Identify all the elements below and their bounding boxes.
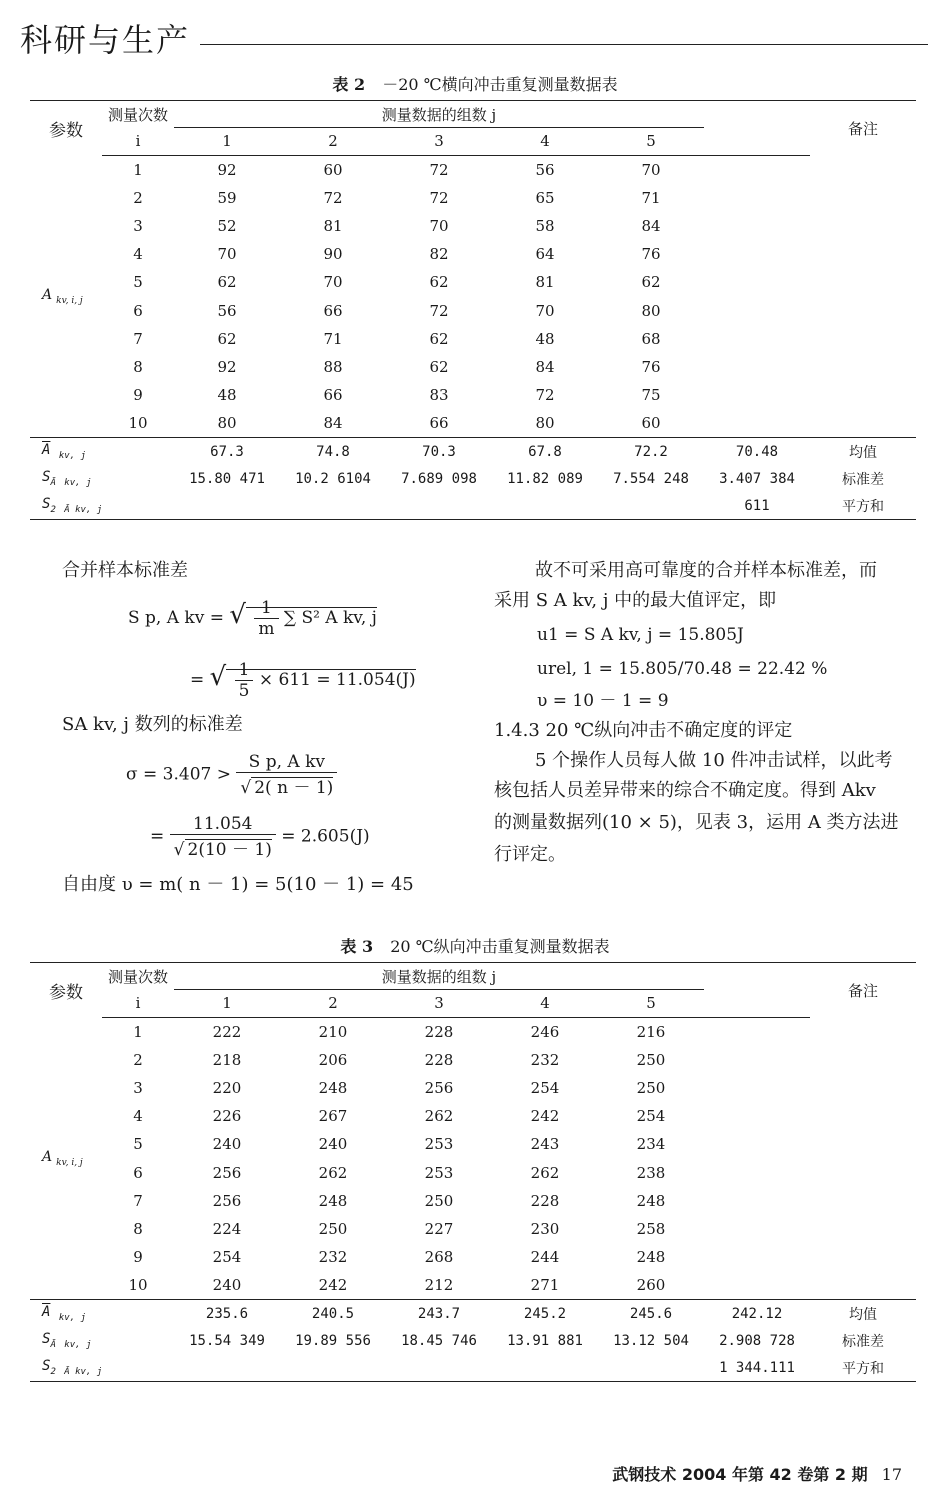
table-cell: 76 xyxy=(641,357,661,376)
table-row xyxy=(30,381,916,409)
table-cell: 72 xyxy=(535,386,555,405)
table-cell: 70 xyxy=(535,301,555,320)
sigma2-den: 2(10 － 1) xyxy=(185,839,272,860)
table-cell: 250 xyxy=(636,1050,666,1069)
note-sum: 平方和 xyxy=(810,1354,916,1382)
row-index: 7 xyxy=(133,1191,143,1210)
sigma2-num: 11.054 xyxy=(170,814,276,835)
mean-cell: 70.3 xyxy=(422,443,456,460)
col-header: 5 xyxy=(598,990,704,1017)
param-symbol: A $_{kv, i, j}$ xyxy=(42,286,83,306)
formula-pooled-1: S p, A kv = √ $\frac{1}{m}$ ∑ S² A kv, j xyxy=(128,598,377,639)
table-row xyxy=(30,212,916,240)
table-cell: 216 xyxy=(636,1022,666,1041)
row-index: 6 xyxy=(133,301,143,320)
stat-std-label: $S_Ā$ $_{kv, j}$ xyxy=(42,469,92,489)
header-group: 测量数据的组数 j xyxy=(174,963,704,990)
table-cell: 81 xyxy=(323,216,343,235)
table-cell: 66 xyxy=(323,301,343,320)
param-symbol: A $_{kv, i, j}$ xyxy=(42,1148,83,1168)
f1-num: 1 xyxy=(254,598,278,619)
table-cell: 230 xyxy=(530,1219,560,1238)
section-rule xyxy=(200,44,928,45)
std-cell: 7.689 098 xyxy=(401,470,477,487)
mean-cell: 74.8 xyxy=(316,443,350,460)
table-cell: 72 xyxy=(429,160,449,179)
table-cell: 70 xyxy=(217,245,237,264)
table-row xyxy=(30,1215,916,1243)
note-mean: 均值 xyxy=(849,444,877,461)
sigma2-rest: = 2.605(J) xyxy=(281,826,370,847)
row-index: 8 xyxy=(133,357,143,376)
table-cell: 64 xyxy=(535,245,555,264)
header-i: i xyxy=(102,990,174,1017)
formula-sigma-2: = $\frac{11.054}{√ 2(10 - 1)}$ = 2.605(J) xyxy=(150,814,370,860)
table-cell: 253 xyxy=(424,1135,454,1154)
std-cell: 3.407 384 xyxy=(719,470,795,487)
table-cell: 248 xyxy=(318,1078,348,1097)
table-row xyxy=(30,409,916,438)
table-cell: 267 xyxy=(318,1107,348,1126)
table-cell: 232 xyxy=(530,1050,560,1069)
table-cell: 62 xyxy=(217,329,237,348)
table-cell: 222 xyxy=(212,1022,242,1041)
mean-cell: 72.2 xyxy=(634,443,668,460)
table-cell: 62 xyxy=(429,273,449,292)
header-param: 参数 xyxy=(30,963,102,1018)
col-header: 4 xyxy=(492,128,598,155)
right-p2: 采用 S A kv, j 中的最大值评定，即 xyxy=(494,590,777,611)
table-row xyxy=(30,1271,916,1300)
table-cell: 238 xyxy=(636,1163,666,1182)
row-index: 4 xyxy=(133,1107,143,1126)
right-para-line: 5 个操作人员每人做 10 件冲击试样，以此考 xyxy=(535,750,893,771)
table-row xyxy=(30,184,916,212)
right-eq3: υ = 10 － 1 = 9 xyxy=(537,691,669,711)
sigma-lhs: σ = 3.407 > xyxy=(126,764,231,785)
col-header: 4 xyxy=(492,990,598,1017)
row-index: 10 xyxy=(128,414,148,433)
f1-sum: ∑ S² A kv, j xyxy=(283,608,377,628)
table-cell: 227 xyxy=(424,1219,454,1238)
table-cell: 250 xyxy=(636,1078,666,1097)
col-header: 2 xyxy=(280,128,386,155)
table-cell: 246 xyxy=(530,1022,560,1041)
table-cell: 84 xyxy=(323,414,343,433)
table-cell: 70 xyxy=(641,160,661,179)
table-cell: 76 xyxy=(641,245,661,264)
table-cell: 243 xyxy=(530,1135,560,1154)
f1-den: m xyxy=(258,619,275,639)
table-row xyxy=(30,1046,916,1074)
table-cell: 254 xyxy=(530,1078,560,1097)
table-cell: 248 xyxy=(636,1191,666,1210)
std-cell: 2.908 728 xyxy=(719,1332,795,1349)
section-heading-143: 1.4.3 20 ℃纵向冲击不确定度的评定 xyxy=(494,720,793,741)
table-cell: 260 xyxy=(636,1276,666,1295)
table-cell: 60 xyxy=(323,160,343,179)
mean-cell: 67.8 xyxy=(528,443,562,460)
table-cell: 83 xyxy=(429,386,449,405)
note-mean: 均值 xyxy=(849,1306,877,1323)
table-row xyxy=(30,1243,916,1271)
header-note: 备注 xyxy=(810,963,916,1018)
mean-cell: 242.12 xyxy=(731,1305,783,1322)
col-header: 3 xyxy=(386,128,492,155)
table-cell: 256 xyxy=(212,1163,242,1182)
table-cell: 70 xyxy=(429,216,449,235)
f2-den: 5 xyxy=(238,681,250,701)
table-cell: 228 xyxy=(424,1022,454,1041)
table-cell: 220 xyxy=(212,1078,242,1097)
table-cell: 228 xyxy=(424,1050,454,1069)
table-cell: 71 xyxy=(323,329,343,348)
table-row xyxy=(30,1158,916,1186)
table-cell: 253 xyxy=(424,1163,454,1182)
table-row xyxy=(30,240,916,268)
table-cell: 72 xyxy=(429,301,449,320)
col-header: 3 xyxy=(386,990,492,1017)
table-cell: 84 xyxy=(641,216,661,235)
formula-pooled-2: = √ $\frac{1}{5}$ × 611 = 11.054(J) xyxy=(190,660,416,701)
std-cell: 13.91 881 xyxy=(507,1332,583,1349)
stat-mean-label: $\overline{A}$ $_{kv, j}$ xyxy=(42,1304,86,1324)
std-cell: 15.80 471 xyxy=(189,470,265,487)
table-cell: 256 xyxy=(212,1191,242,1210)
table-cell: 60 xyxy=(641,414,661,433)
table-cell: 65 xyxy=(535,188,555,207)
mean-cell: 240.5 xyxy=(311,1305,355,1322)
table-row xyxy=(30,1074,916,1102)
pooled-heading: 合并样本标准差 xyxy=(62,560,188,581)
table-cell: 254 xyxy=(636,1107,666,1126)
row-index: 5 xyxy=(133,1135,143,1154)
std-cell: 13.12 504 xyxy=(613,1332,689,1349)
table-cell: 48 xyxy=(535,329,555,348)
row-index: 1 xyxy=(133,160,143,179)
table-cell: 72 xyxy=(323,188,343,207)
row-index: 8 xyxy=(133,1219,143,1238)
table3-caption xyxy=(0,934,950,957)
table-cell: 250 xyxy=(424,1191,454,1210)
std-cell: 15.54 349 xyxy=(189,1332,265,1349)
note-sum: 平方和 xyxy=(810,492,916,520)
right-para-line: 的测量数据列(10 × 5)，见表 3，运用 A 类方法进 xyxy=(494,812,899,833)
table-cell: 248 xyxy=(318,1191,348,1210)
dof-line: 自由度 υ = m( n － 1) = 5(10 － 1) = 45 xyxy=(62,874,414,895)
table-cell: 226 xyxy=(212,1107,242,1126)
table-row xyxy=(30,155,916,184)
table-cell: 72 xyxy=(429,188,449,207)
table-cell: 92 xyxy=(217,357,237,376)
table-cell: 248 xyxy=(636,1248,666,1267)
col-header: 5 xyxy=(598,128,704,155)
col-header: 2 xyxy=(280,990,386,1017)
mean-cell: 243.7 xyxy=(417,1305,461,1322)
table-cell: 228 xyxy=(530,1191,560,1210)
table-cell: 256 xyxy=(424,1078,454,1097)
mean-cell: 235.6 xyxy=(205,1305,249,1322)
sum-cell: 611 xyxy=(704,492,810,520)
table-cell: 52 xyxy=(217,216,237,235)
table-cell: 254 xyxy=(212,1248,242,1267)
table-cell: 242 xyxy=(318,1276,348,1295)
table-cell: 84 xyxy=(535,357,555,376)
f2-eq: = xyxy=(190,670,205,690)
stat-sum-label: $S_2$ $_{Ā kv, j}$ xyxy=(30,492,174,520)
stat-std-label: $S_Ā$ $_{kv, j}$ xyxy=(42,1331,92,1351)
table-cell: 81 xyxy=(535,273,555,292)
formula-sigma-1: σ = 3.407 > $\frac{\text{S p, A kv}}{√ 2( n - 1)}$ xyxy=(126,752,337,798)
mean-cell: 245.6 xyxy=(629,1305,673,1322)
header-count: 测量次数 xyxy=(102,101,174,128)
table-row xyxy=(30,296,916,324)
table2 xyxy=(30,100,916,520)
page-number: 17 xyxy=(881,1465,902,1484)
table-cell: 268 xyxy=(424,1248,454,1267)
row-index: 9 xyxy=(133,386,143,405)
table-cell: 92 xyxy=(217,160,237,179)
table2-caption-label: 表 2 xyxy=(332,75,366,94)
row-index: 4 xyxy=(133,245,143,264)
right-para-line: 行评定。 xyxy=(494,844,566,865)
table-cell: 206 xyxy=(318,1050,348,1069)
table-cell: 210 xyxy=(318,1022,348,1041)
header-i: i xyxy=(102,128,174,155)
table-cell: 75 xyxy=(641,386,661,405)
header-param: 参数 xyxy=(30,101,102,156)
note-std: 标准差 xyxy=(842,471,884,488)
table-cell: 66 xyxy=(429,414,449,433)
table-cell: 80 xyxy=(535,414,555,433)
stat-sum-label: $S_2$ $_{Ā kv, j}$ xyxy=(30,1354,174,1382)
table-cell: 262 xyxy=(424,1107,454,1126)
sigma-num: S p, A kv xyxy=(236,752,337,773)
right-para-line: 核包括人员差异带来的综合不确定度。得到 Akv xyxy=(494,780,876,801)
table3-caption-label: 表 3 xyxy=(340,937,374,956)
table-cell: 244 xyxy=(530,1248,560,1267)
std-cell: 7.554 248 xyxy=(613,470,689,487)
table-cell: 62 xyxy=(429,329,449,348)
page-footer xyxy=(612,1462,902,1485)
table-row xyxy=(30,268,916,296)
table-cell: 62 xyxy=(641,273,661,292)
table-cell: 224 xyxy=(212,1219,242,1238)
mean-cell: 245.2 xyxy=(523,1305,567,1322)
table-cell: 262 xyxy=(530,1163,560,1182)
table3 xyxy=(30,962,916,1382)
table-cell: 232 xyxy=(318,1248,348,1267)
table-row xyxy=(30,353,916,381)
table-cell: 58 xyxy=(535,216,555,235)
f2-num: 1 xyxy=(235,660,254,681)
table-row xyxy=(30,1102,916,1130)
table-cell: 262 xyxy=(318,1163,348,1182)
sa-label: SA kv, j 数列的标准差 xyxy=(62,714,243,735)
table-cell: 250 xyxy=(318,1219,348,1238)
table-cell: 80 xyxy=(641,301,661,320)
header-count: 测量次数 xyxy=(102,963,174,990)
table-cell: 80 xyxy=(217,414,237,433)
std-cell: 19.89 556 xyxy=(295,1332,371,1349)
table-cell: 48 xyxy=(217,386,237,405)
right-eq2: urel, 1 = 15.805/70.48 = 22.42 % xyxy=(537,659,828,679)
table-cell: 68 xyxy=(641,329,661,348)
table-row xyxy=(30,1017,916,1046)
note-std: 标准差 xyxy=(842,1333,884,1350)
table-cell: 258 xyxy=(636,1219,666,1238)
row-index: 1 xyxy=(133,1022,143,1041)
table-cell: 82 xyxy=(429,245,449,264)
sigma-den: 2( n － 1) xyxy=(251,777,333,798)
table-cell: 212 xyxy=(424,1276,454,1295)
header-group: 测量数据的组数 j xyxy=(174,101,704,128)
mean-cell: 67.3 xyxy=(210,443,244,460)
row-index: 5 xyxy=(133,273,143,292)
row-index: 3 xyxy=(133,1078,143,1097)
sum-cell: 1 344.111 xyxy=(704,1354,810,1382)
stat-mean-label: $\overline{A}$ $_{kv, j}$ xyxy=(42,442,86,462)
table-cell: 62 xyxy=(429,357,449,376)
row-index: 3 xyxy=(133,216,143,235)
table-cell: 240 xyxy=(212,1276,242,1295)
table-cell: 218 xyxy=(212,1050,242,1069)
row-index: 2 xyxy=(133,1050,143,1069)
journal-info: 武钢技术 2004 年第 42 卷第 2 期 xyxy=(612,1465,868,1484)
table-cell: 62 xyxy=(217,273,237,292)
table-cell: 240 xyxy=(318,1135,348,1154)
table-cell: 90 xyxy=(323,245,343,264)
table-cell: 59 xyxy=(217,188,237,207)
table-row xyxy=(30,1130,916,1158)
col-header: 1 xyxy=(174,990,280,1017)
row-index: 6 xyxy=(133,1163,143,1182)
right-p1: 故不可采用高可靠度的合并样本标准差，而 xyxy=(535,560,877,581)
table-cell: 70 xyxy=(323,273,343,292)
std-cell: 11.82 089 xyxy=(507,470,583,487)
table2-caption-text: －20 ℃横向冲击重复测量数据表 xyxy=(382,75,618,94)
table-cell: 234 xyxy=(636,1135,666,1154)
table-cell: 88 xyxy=(323,357,343,376)
right-eq1: u1 = S A kv, j = 15.805J xyxy=(537,625,744,645)
header-note: 备注 xyxy=(810,101,916,156)
row-index: 7 xyxy=(133,329,143,348)
table2-caption xyxy=(0,72,950,95)
section-title: 科研与生产 xyxy=(20,21,191,59)
row-index: 10 xyxy=(128,1276,148,1295)
row-index: 2 xyxy=(133,188,143,207)
table-cell: 56 xyxy=(217,301,237,320)
std-cell: 18.45 746 xyxy=(401,1332,477,1349)
mean-cell: 70.48 xyxy=(735,443,779,460)
table-cell: 240 xyxy=(212,1135,242,1154)
std-cell: 10.2 6104 xyxy=(295,470,371,487)
table-cell: 242 xyxy=(530,1107,560,1126)
table-cell: 71 xyxy=(641,188,661,207)
f2-rest: × 611 = 11.054(J) xyxy=(258,670,416,690)
table-cell: 271 xyxy=(530,1276,560,1295)
row-index: 9 xyxy=(133,1248,143,1267)
table-row xyxy=(30,1187,916,1215)
table-cell: 66 xyxy=(323,386,343,405)
table-row xyxy=(30,325,916,353)
table-cell: 56 xyxy=(535,160,555,179)
col-header: 1 xyxy=(174,128,280,155)
table3-caption-text: 20 ℃纵向冲击重复测量数据表 xyxy=(390,937,610,956)
f1-lhs: S p, A kv = xyxy=(128,608,224,628)
